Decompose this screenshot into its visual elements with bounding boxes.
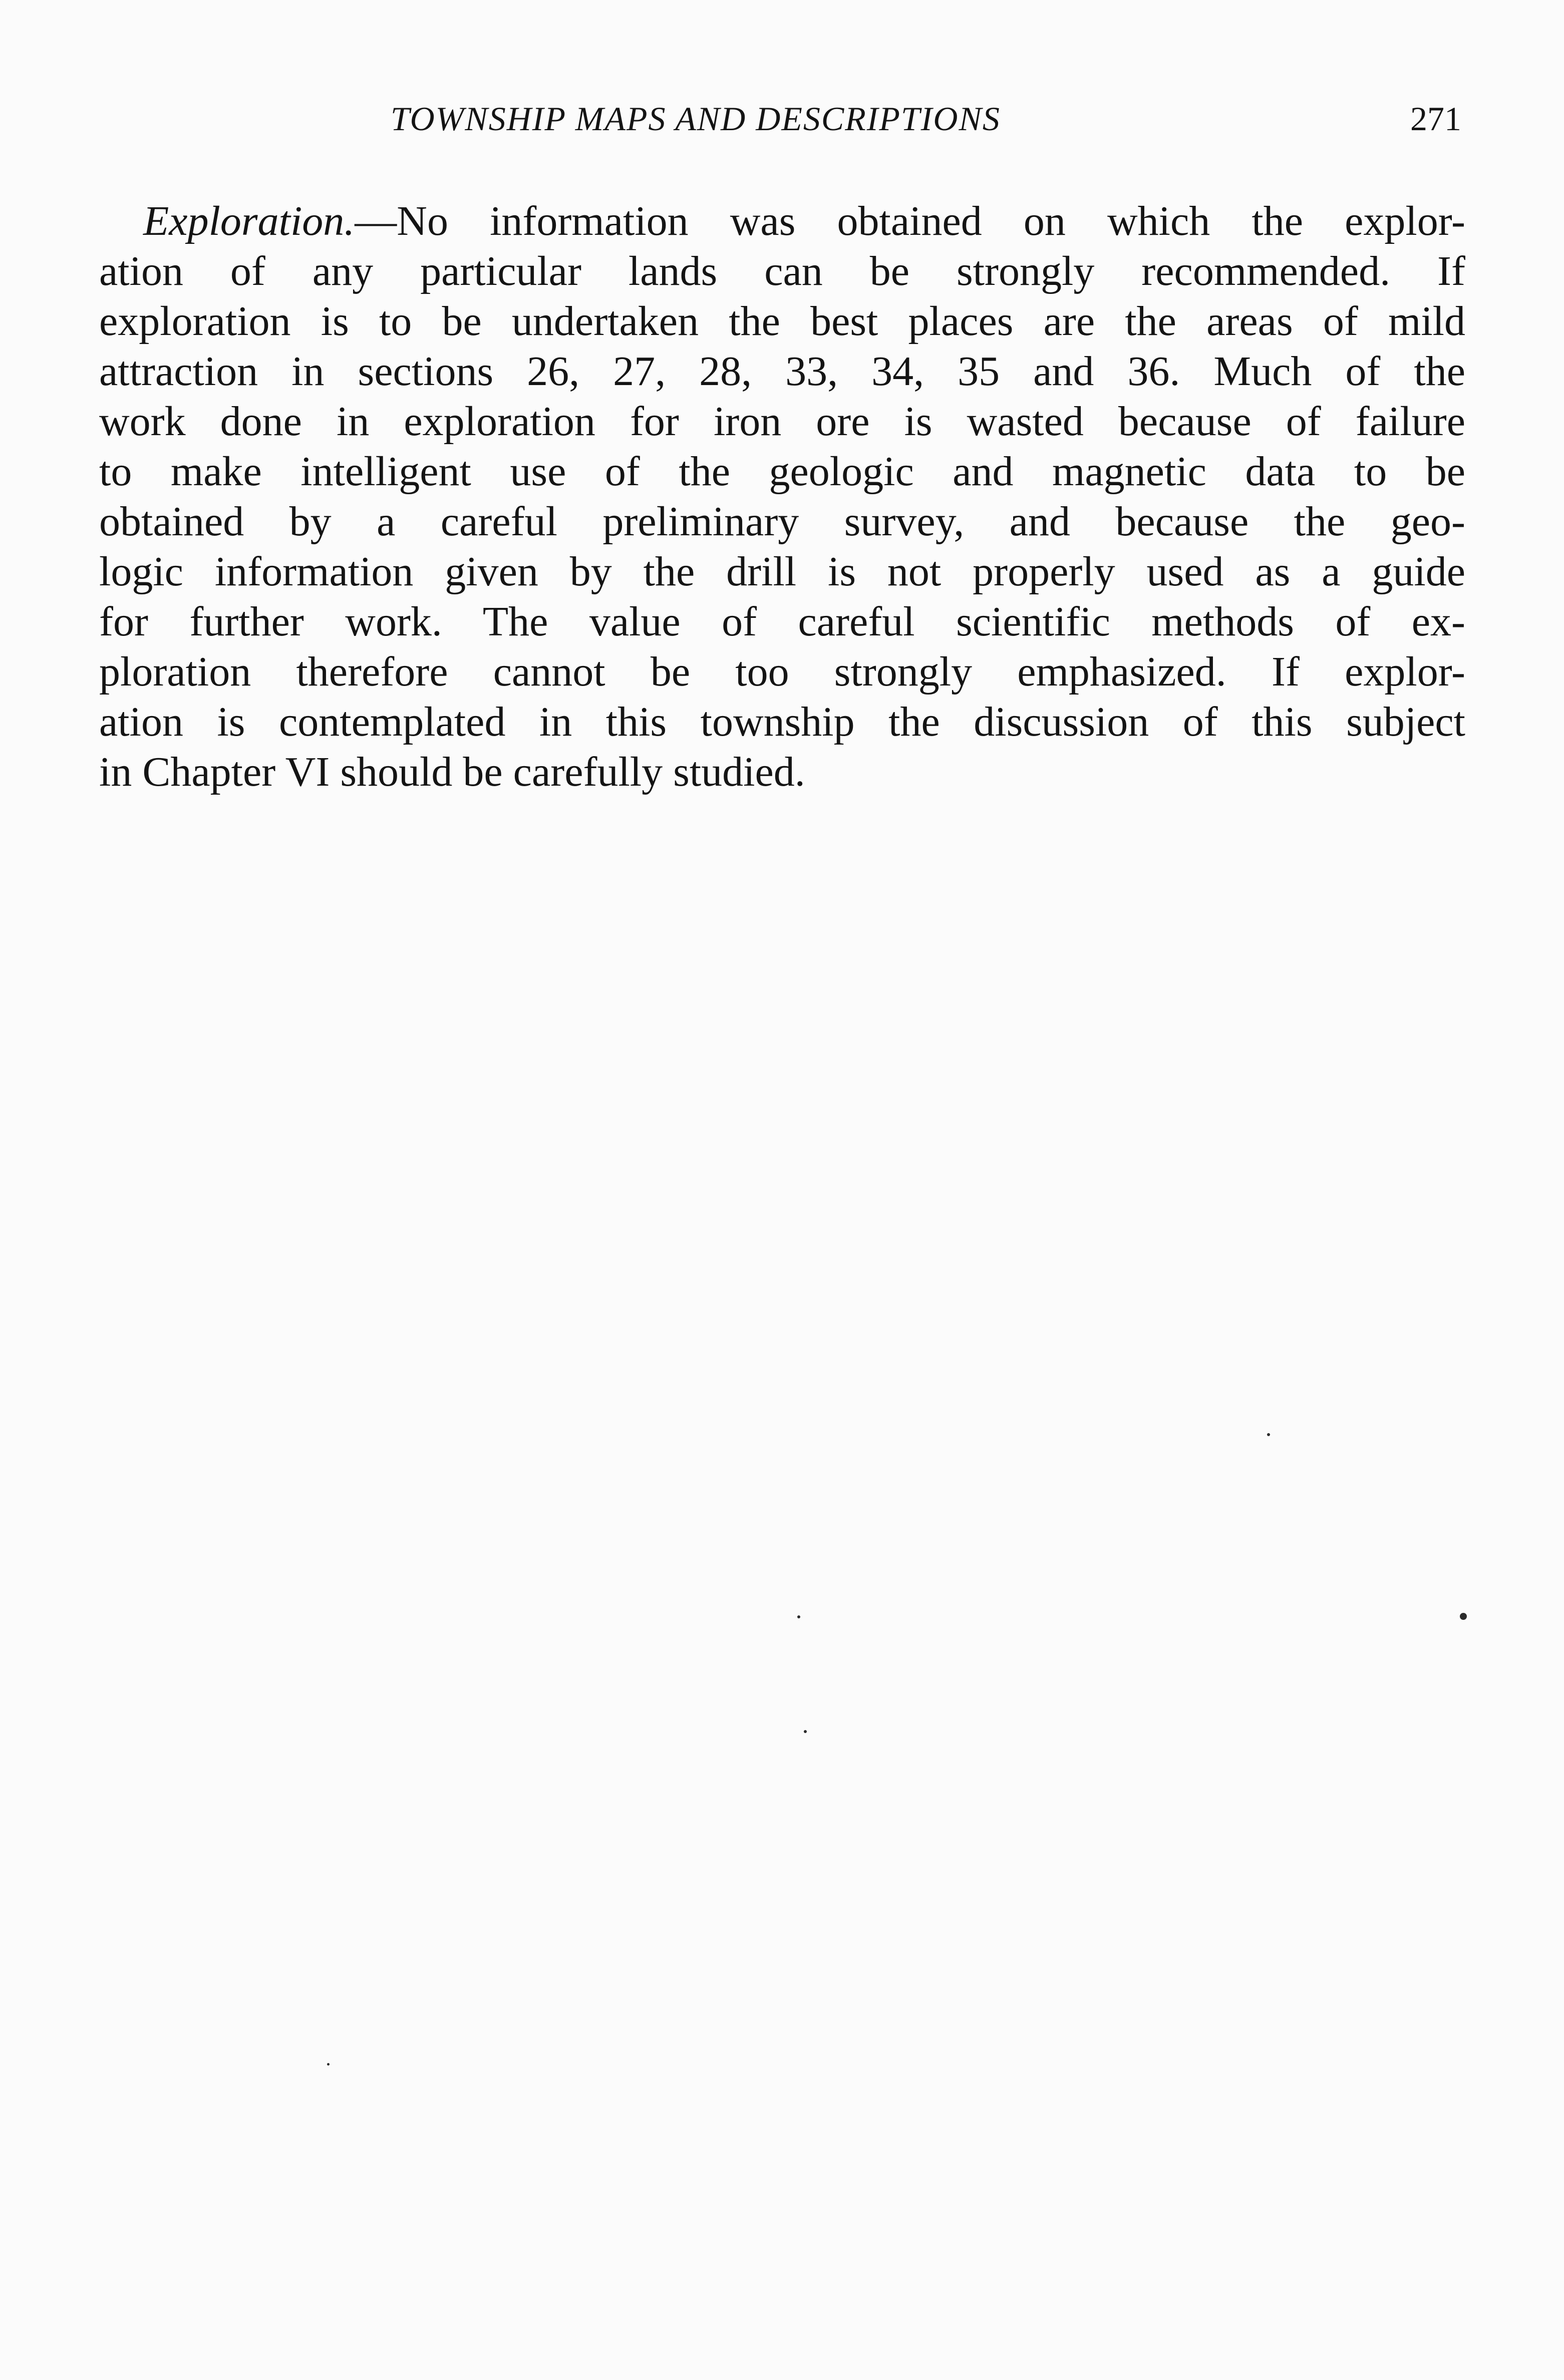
paragraph-line: obtained by a careful preliminary survey, and because the geo-: [99, 498, 1465, 545]
paragraph-line: ation of any particular lands can be strongly recommended. If: [99, 248, 1465, 294]
paragraph-line: for further work. The value of careful scientific methods of ex-: [99, 598, 1465, 645]
page-number: 271: [1410, 100, 1461, 138]
paragraph-line: to make intelligent use of the geologic and magnetic data to be: [99, 448, 1465, 495]
paragraph-line: logic information given by the drill is not properly used as a guide: [99, 548, 1465, 595]
paragraph-line: in Chapter VI should be carefully studied.: [99, 749, 805, 795]
scan-speck: [327, 2063, 330, 2066]
paragraph-line: ation is contemplated in this township the discussion of this subject: [99, 699, 1465, 745]
paragraph-line: attraction in sections 26, 27, 28, 33, 34, 35 and 36. Much of the: [99, 348, 1465, 395]
scan-speck: [1267, 1433, 1270, 1436]
run-in-heading: Exploration.: [143, 198, 355, 244]
scan-speck: [1460, 1613, 1467, 1620]
paragraph-line-text: —No information was obtained on which the explor-: [355, 198, 1465, 244]
body-paragraph: [99, 196, 1465, 797]
running-head: TOWNSHIP MAPS AND DESCRIPTIONS: [391, 100, 1001, 138]
paragraph-line: ploration therefore cannot be too strongly emphasized. If explor-: [99, 648, 1465, 695]
paragraph-line: exploration is to be undertaken the best places are the areas of mild: [99, 298, 1465, 345]
paragraph-line: work done in exploration for iron ore is wasted because of failure: [99, 398, 1465, 445]
scan-speck: [804, 1730, 807, 1733]
scan-speck: [797, 1615, 800, 1618]
paragraph-line: [99, 196, 1465, 246]
